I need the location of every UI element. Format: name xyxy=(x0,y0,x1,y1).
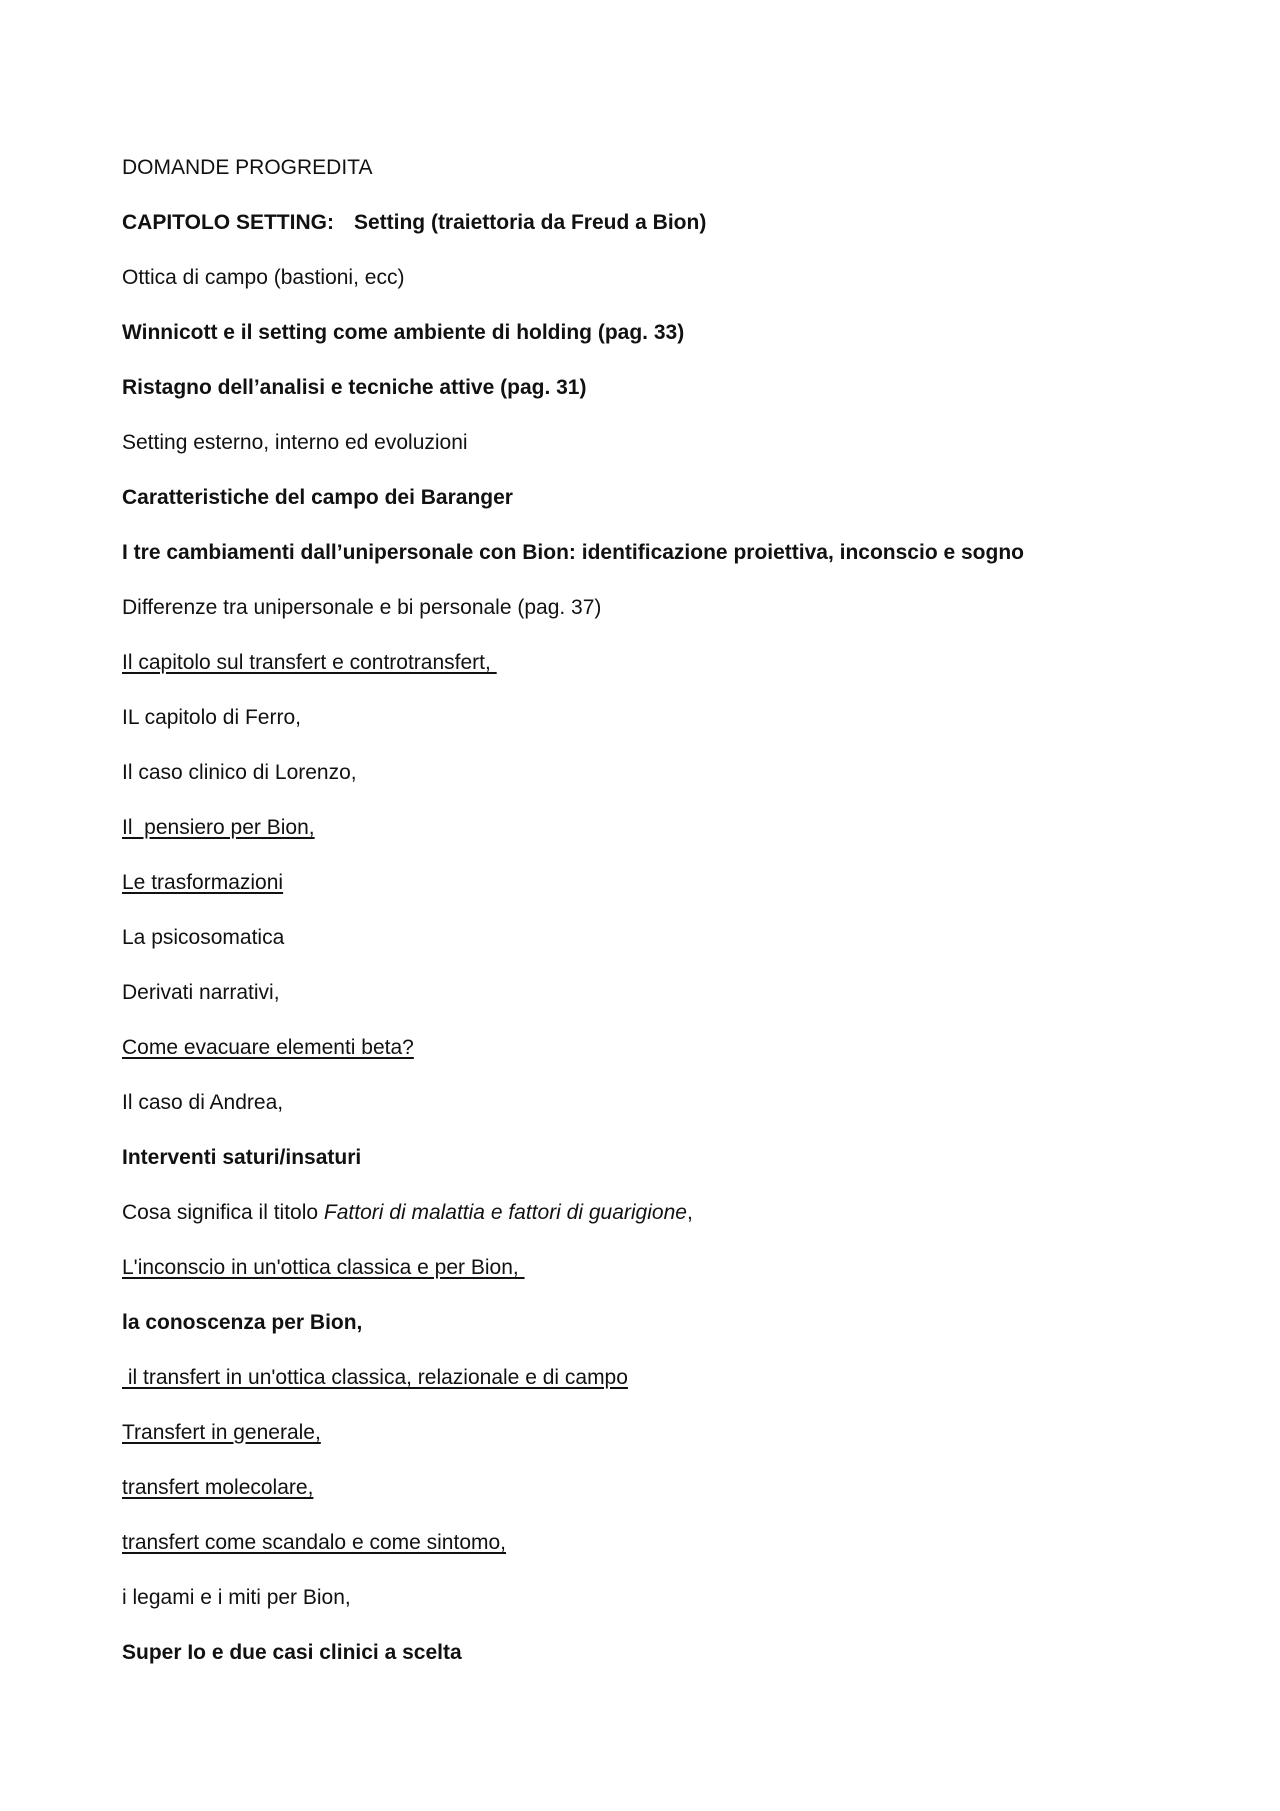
list-item xyxy=(122,816,1162,840)
list-item: Ristagno dell’analisi e tecniche attive (pag. 31) xyxy=(122,376,587,399)
list-item: Derivati narrativi, xyxy=(122,981,280,1004)
list-item: La psicosomatica xyxy=(122,926,285,949)
underlined-text: Il pensiero per Bion, xyxy=(122,816,315,839)
italic-book-title: Fattori di malattia e fattori di guarigione xyxy=(323,1201,687,1224)
list-item xyxy=(122,1421,1162,1445)
list-item xyxy=(122,1256,1162,1280)
list-item: Winnicott e il setting come ambiente di holding (pag. 33) xyxy=(122,321,685,344)
list-item: Ottica di campo (bastioni, ecc) xyxy=(122,266,405,289)
list-item: Differenze tra unipersonale e bi personale (pag. 37) xyxy=(122,596,602,619)
underlined-text: il transfert in un'ottica classica, relazionale e di campo xyxy=(122,1366,628,1389)
document-body xyxy=(122,156,1162,1696)
list-item: IL capitolo di Ferro, xyxy=(122,706,301,729)
list-item: Il caso clinico di Lorenzo, xyxy=(122,761,357,784)
underlined-text: transfert molecolare, xyxy=(122,1476,314,1499)
list-item xyxy=(122,651,1162,675)
list-item: i legami e i miti per Bion, xyxy=(122,1586,351,1609)
underlined-text: Transfert in generale, xyxy=(122,1421,321,1444)
underlined-text: Il capitolo sul transfert e controtransfert, xyxy=(122,651,497,674)
list-item: Super Io e due casi clinici a scelta xyxy=(122,1641,462,1664)
underlined-text: Come evacuare elementi beta? xyxy=(122,1036,414,1059)
list-item-suffix: , xyxy=(686,1201,693,1224)
list-item xyxy=(122,1476,1162,1500)
list-item xyxy=(122,1201,1162,1225)
chapter-title: Setting (traiettoria da Freud a Bion) xyxy=(353,211,707,234)
underlined-text: Le trasformazioni xyxy=(122,871,284,894)
list-item xyxy=(122,1036,1162,1060)
chapter-heading xyxy=(122,211,1162,235)
underlined-text: transfert come scandalo e come sintomo, xyxy=(122,1531,507,1554)
list-item: Caratteristiche del campo dei Baranger xyxy=(122,486,513,509)
document-heading: DOMANDE PROGREDITA xyxy=(122,156,373,179)
list-item: Il caso di Andrea, xyxy=(122,1091,284,1114)
list-item: la conoscenza per Bion, xyxy=(122,1311,363,1334)
list-item: I tre cambiamenti dall’unipersonale con Bion: identificazione proiettiva, inconscio e sogno xyxy=(122,541,1024,564)
list-item: Interventi saturi/insaturi xyxy=(122,1146,362,1169)
underlined-text: L'inconscio in un'ottica classica e per Bion, xyxy=(122,1256,525,1279)
list-item xyxy=(122,1531,1162,1555)
list-item xyxy=(122,871,1162,895)
list-item xyxy=(122,1366,1162,1390)
list-item-text: Cosa significa il titolo xyxy=(122,1201,324,1224)
list-item: Setting esterno, interno ed evoluzioni xyxy=(122,431,468,454)
chapter-label: CAPITOLO SETTING: xyxy=(122,211,334,234)
